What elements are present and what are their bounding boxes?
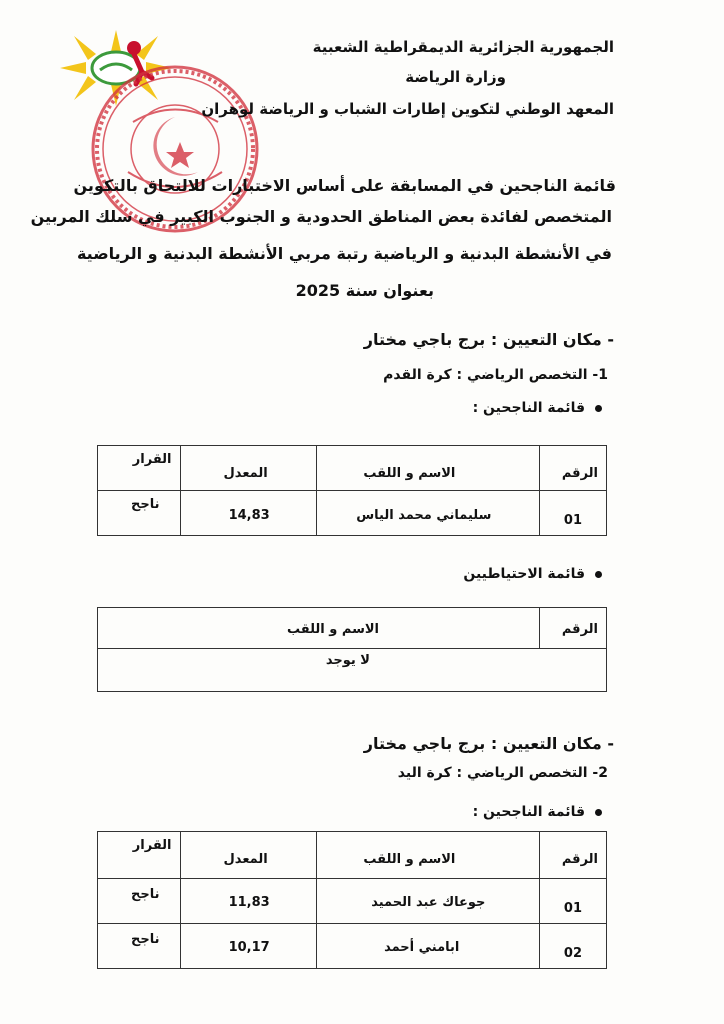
section2-winners-label: قائمة الناجحين :	[472, 804, 585, 820]
header-avg: المعدل	[223, 466, 268, 481]
header-num: الرقم	[561, 852, 598, 867]
header-republic: الجمهورية الجزائرية الديمقراطية الشعبية	[312, 38, 614, 56]
cell-avg: 14,83	[228, 508, 270, 523]
header-name: الاسم و اللقب	[363, 466, 456, 481]
title-line-1: قائمة الناجحين في المسابقة على أساس الاختبارات للالتحاق بالتكوين	[73, 176, 616, 195]
section1-reserve-table	[97, 607, 607, 692]
header-institute: المعهد الوطني لتكوين إطارات الشباب و الرياضة لوهران	[201, 100, 614, 118]
bullet-icon	[595, 571, 602, 578]
cell-name: سليماني محمد الياس	[356, 508, 492, 523]
table-header-row	[98, 832, 607, 879]
cell-num: 02	[563, 946, 582, 961]
cell-num: 01	[563, 513, 582, 528]
cell-decision: ناجح	[131, 932, 160, 947]
section1-specialty: 1- التخصص الرياضي : كرة القدم	[383, 367, 608, 383]
section1-reserve-heading	[463, 566, 602, 582]
section1-winners-table	[97, 445, 607, 536]
cell-decision: ناجح	[131, 497, 160, 512]
header-decision: القرار	[132, 838, 172, 853]
section1-winners-label: قائمة الناجحين :	[472, 400, 585, 416]
cell-num: 01	[563, 901, 582, 916]
section1-place: - مكان التعيين : برج باجي مختار	[363, 330, 614, 349]
cell-avg: 11,83	[228, 895, 270, 910]
header-avg: المعدل	[223, 852, 268, 867]
section2-place: - مكان التعيين : برج باجي مختار	[363, 734, 614, 753]
title-line-2: المتخصص لفائدة بعض المناطق الحدودية و الجنوب الكبير في سلك المربين	[30, 207, 612, 226]
section1-winners-heading	[473, 400, 602, 416]
cell-decision: ناجح	[131, 887, 160, 902]
table-header-row	[98, 446, 607, 491]
table-row	[98, 649, 607, 692]
header-ministry: وزارة الرياضة	[405, 68, 506, 86]
section2-winners-heading	[473, 804, 602, 820]
section1-reserve-label: قائمة الاحتياطيين	[463, 566, 585, 582]
title-line-3: في الأنشطة البدنية و الرياضية رتبة مربي الأنشطة البدنية و الرياضية	[76, 244, 612, 263]
cell-name: جوعاك عبد الحميد	[371, 895, 486, 910]
bullet-icon	[595, 809, 602, 816]
header-num: الرقم	[561, 622, 598, 637]
table-row	[98, 924, 607, 969]
header-name: الاسم و اللقب	[286, 622, 379, 637]
table-header-row	[98, 608, 607, 649]
cell-avg: 10,17	[228, 940, 270, 955]
table-row	[98, 491, 607, 536]
bullet-icon	[595, 405, 602, 412]
section2-winners-table	[97, 831, 607, 969]
header-num: الرقم	[561, 466, 598, 481]
reserve-empty-text: لا يوجد	[325, 653, 370, 668]
header-decision: القرار	[132, 452, 172, 467]
header-name: الاسم و اللقب	[363, 852, 456, 867]
section2-specialty: 2- التخصص الرياضي : كرة اليد	[397, 765, 608, 781]
table-row	[98, 879, 607, 924]
title-year: بعنوان سنة 2025	[295, 281, 434, 300]
cell-name: ابامني أحمد	[384, 940, 460, 955]
